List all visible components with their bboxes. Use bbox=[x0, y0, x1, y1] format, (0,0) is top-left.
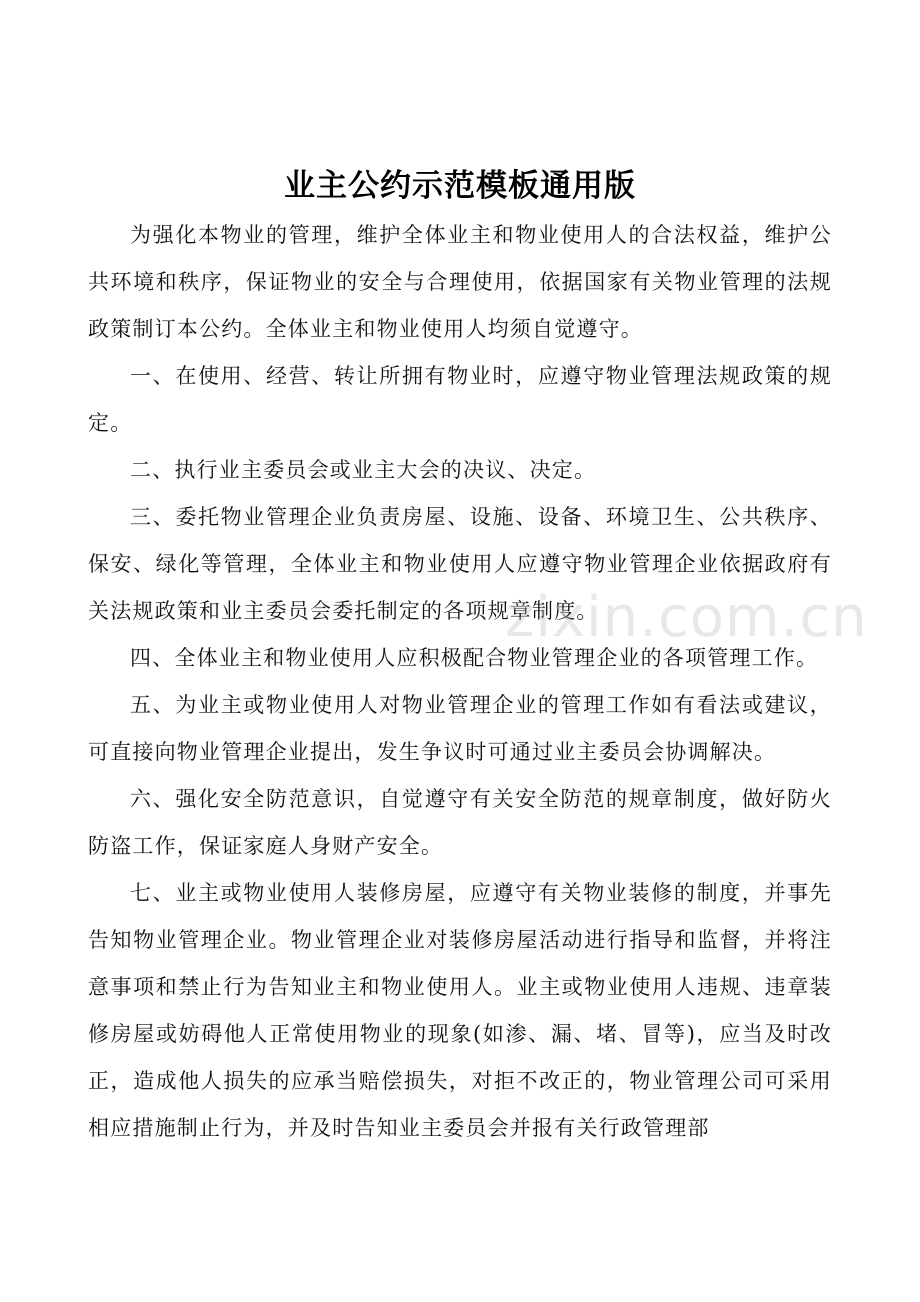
paragraph-clause-6: 六、强化安全防范意识，自觉遵守有关安全防范的规章制度，做好防火防盗工作，保证家庭人身财产安全。 bbox=[88, 787, 832, 858]
paragraph-clause-4: 四、全体业主和物业使用人应积极配合物业管理企业的各项管理工作。 bbox=[130, 646, 819, 670]
paragraph-clause-2: 二、执行业主委员会或业主大会的决议、决定。 bbox=[130, 458, 597, 482]
paragraph-clause-5: 五、为业主或物业使用人对物业管理企业的管理工作如有看法或建议，可直接向物业管理企业提出，发生争议时可通过业主委员会协调解决。 bbox=[88, 693, 832, 764]
paragraph-clause-1: 一、在使用、经营、转让所拥有物业时，应遵守物业管理法规政策的规定。 bbox=[88, 364, 832, 435]
watermark: zixin.com.cn bbox=[505, 585, 868, 650]
paragraph-intro: 为强化本物业的管理，维护全体业主和物业使用人的合法权益，维护公共环境和秩序，保证物业的安全与合理使用，依据国家有关物业管理的法规政策制订本公约。全体业主和物业使用人均须自觉遵守。 bbox=[88, 223, 832, 341]
document-title: 业主公约示范模板通用版 bbox=[284, 168, 636, 204]
paragraph-clause-7: 七、业主或物业使用人装修房屋，应遵守有关物业装修的制度，并事先告知物业管理企业。物业管理企业对装修房屋活动进行指导和监督，并将注意事项和禁止行为告知业主和物业使用人。业主或物业使用人违规、违章装修房屋或妨碍他人正常使用物业的现象(如渗、漏、堵、冒等)，应当及时改正，造成他人损失的应承当赔偿损失，对拒不改正的，物业管理公司可采用相应措施制止行为，并及时告知业主委员会并报有关行政管理部 bbox=[88, 881, 832, 1140]
paragraph-clause-3: 三、委托物业管理企业负责房屋、设施、设备、环境卫生、公共秩序、保安、绿化等管理，全体业主和物业使用人应遵守物业管理企业依据政府有关法规政策和业主委员会委托制定的各项规章制度。 bbox=[88, 505, 832, 623]
document-body bbox=[88, 212, 832, 1152]
